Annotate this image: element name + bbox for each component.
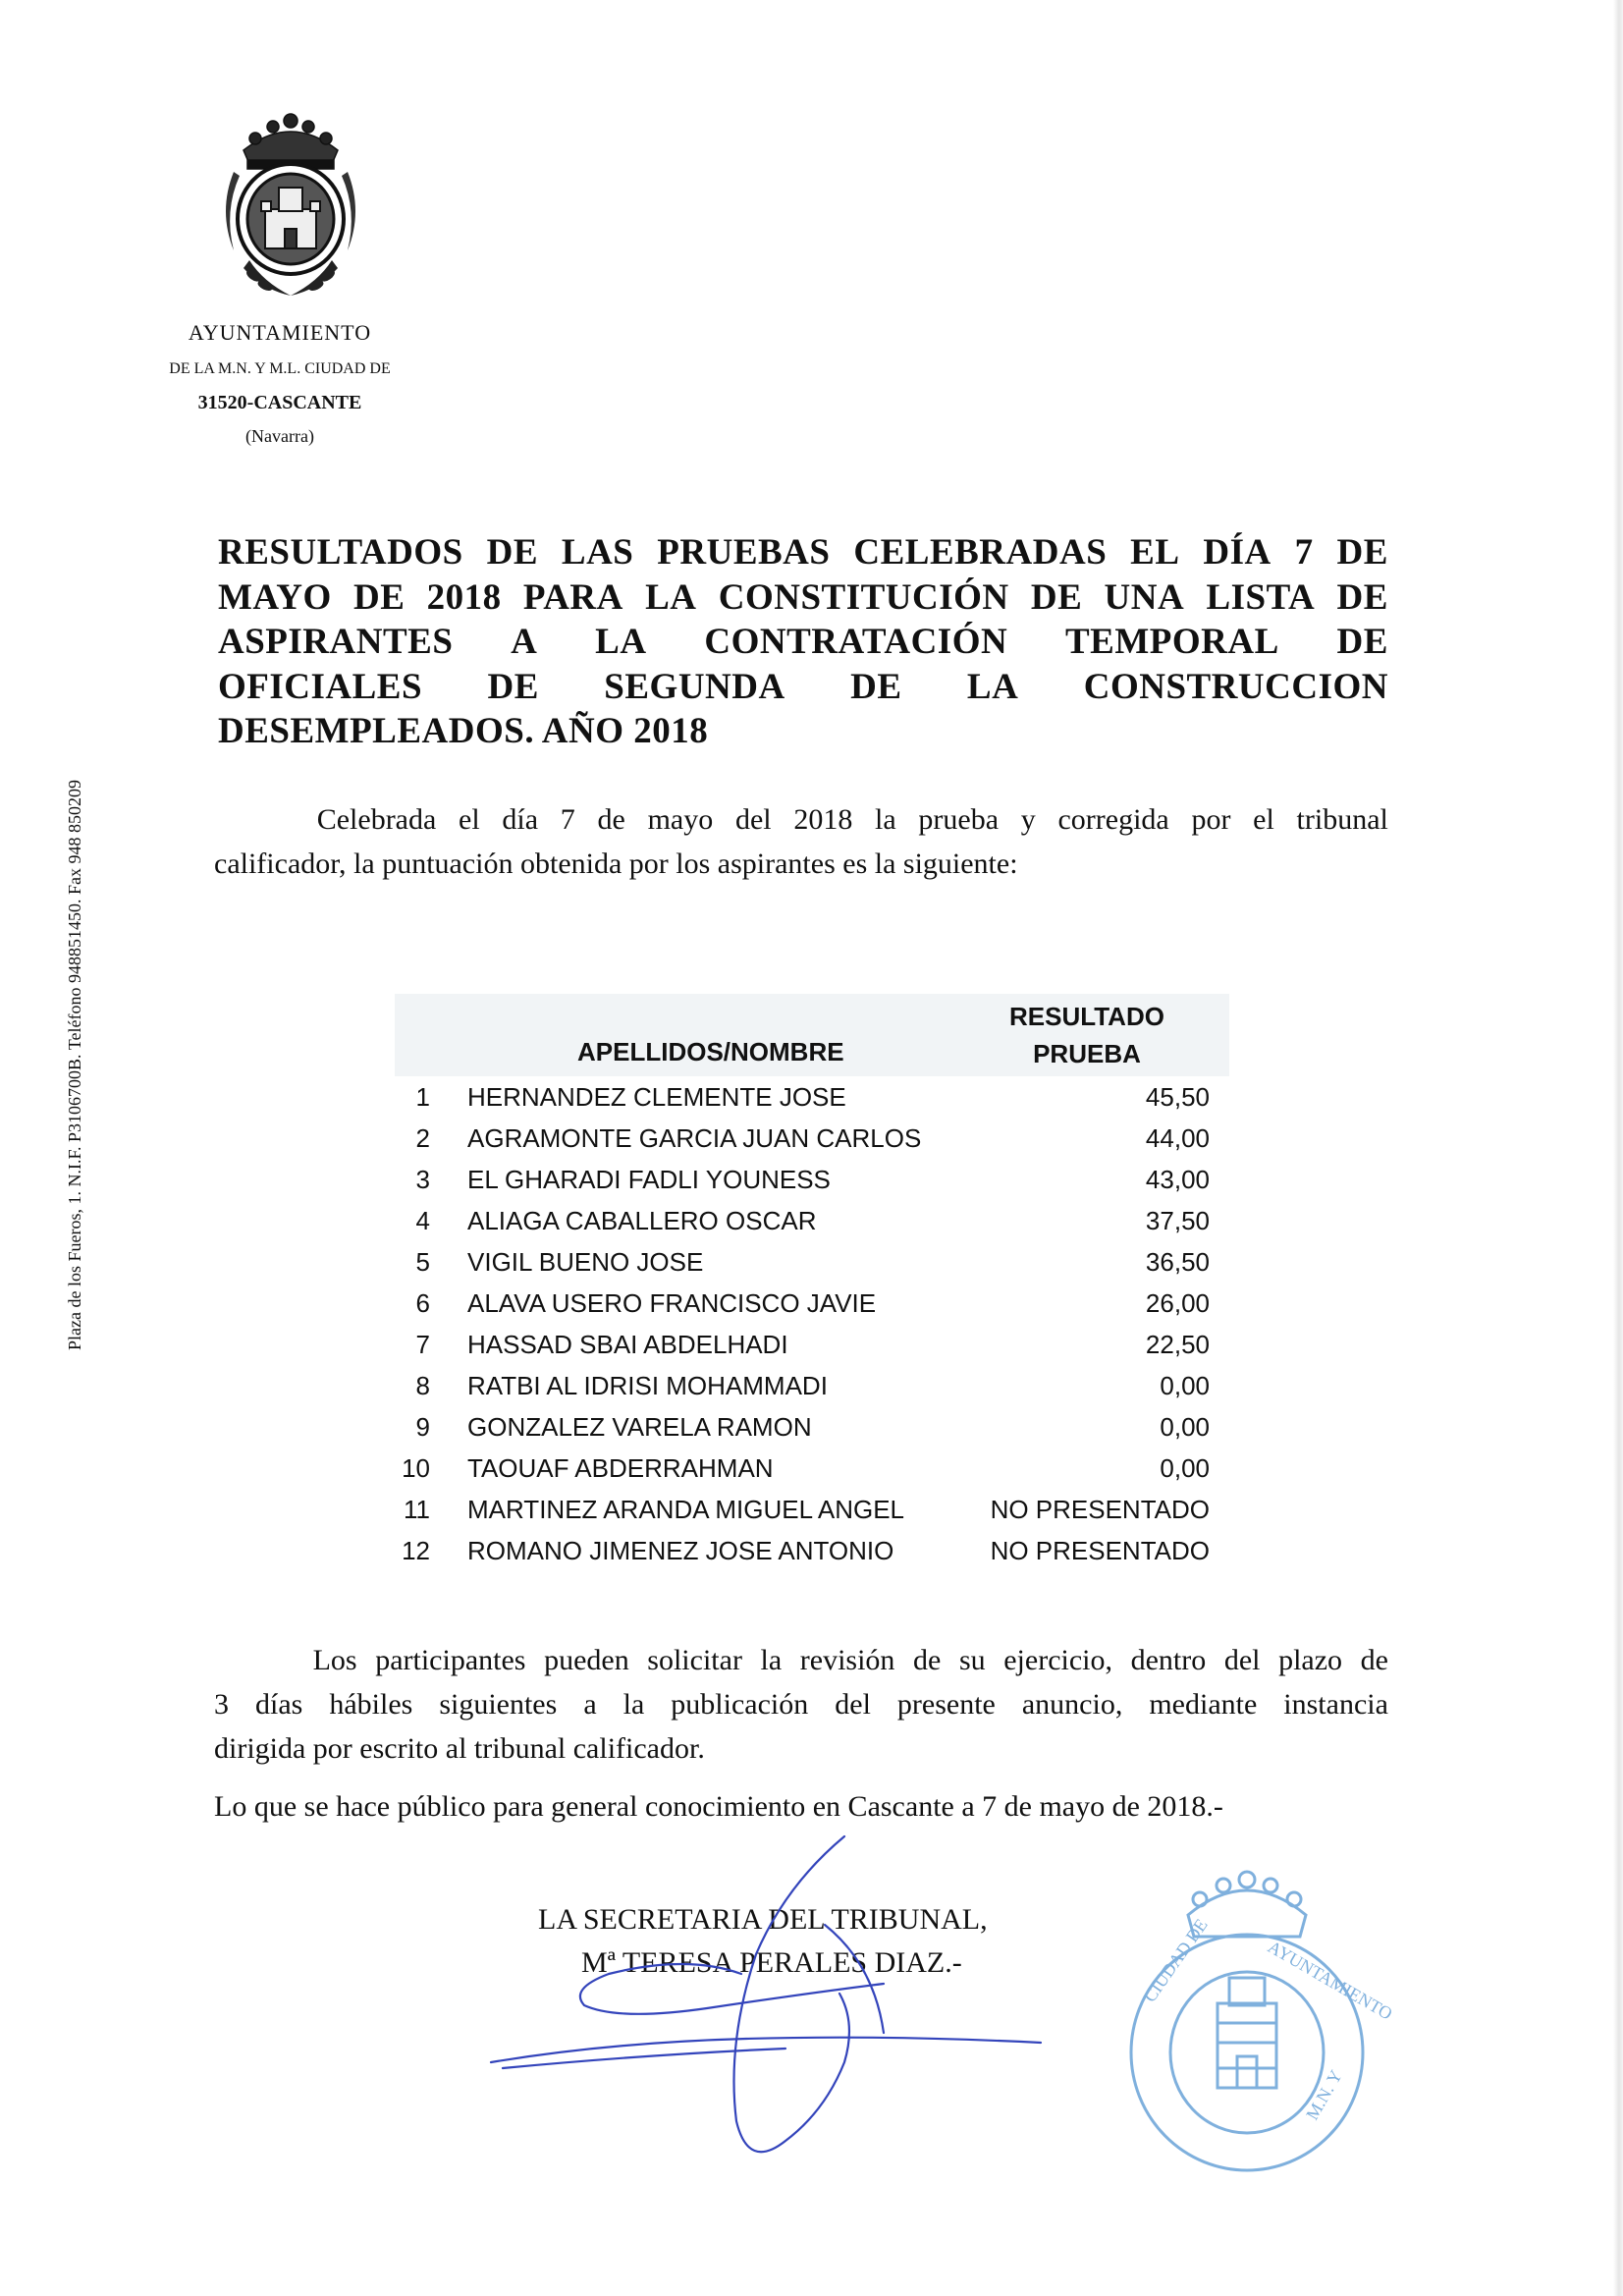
title-word: LISTA: [1206, 576, 1316, 618]
row-number: 3: [415, 1165, 430, 1194]
document-title: [218, 530, 1388, 754]
row-number: 12: [402, 1536, 430, 1565]
review-word: del: [835, 1688, 871, 1721]
title-line-3: [218, 620, 1388, 665]
title-line-4: [218, 665, 1388, 710]
row-score: 43,00: [1145, 1165, 1210, 1194]
review-word: a: [583, 1688, 597, 1721]
intro-word: y: [1020, 803, 1036, 836]
review-word: dentro: [1130, 1644, 1207, 1676]
row-name: ALAVA USERO FRANCISCO JAVIE: [467, 1288, 877, 1318]
table-header: [395, 994, 1229, 1076]
title-word: 2018: [426, 576, 502, 618]
title-word: SEGUNDA: [604, 666, 785, 707]
row-number: 8: [415, 1371, 430, 1400]
row-score: 0,00: [1160, 1412, 1210, 1442]
title-word: CONSTITUCIÓN: [718, 576, 1009, 618]
row-number: 2: [415, 1123, 430, 1153]
intro-word: Celebrada: [316, 803, 437, 836]
table-row: [395, 1448, 1229, 1489]
paragraph-indent: [214, 1638, 295, 1682]
title-word: MAYO: [218, 576, 332, 618]
row-name: EL GHARADI FADLI YOUNESS: [467, 1165, 831, 1194]
table-row: [395, 1365, 1229, 1406]
title-line-2: [218, 575, 1388, 621]
intro-word: 7: [560, 803, 575, 836]
row-name: MARTINEZ ARANDA MIGUEL ANGEL: [467, 1495, 904, 1524]
intro-word: el: [1253, 803, 1274, 836]
review-word: ejercicio,: [1003, 1644, 1112, 1676]
title-word: DE: [850, 666, 902, 707]
review-word: del: [1223, 1644, 1261, 1676]
official-stamp-icon: [1119, 1846, 1396, 2180]
review-word: solicitar: [647, 1644, 742, 1676]
table-body: [395, 1076, 1229, 1571]
title-word: CONSTRUCCION: [1083, 666, 1388, 707]
intro-word: día: [502, 803, 539, 836]
review-word: plazo: [1278, 1644, 1343, 1676]
title-line-5: DESEMPLEADOS. AÑO 2018: [218, 711, 709, 751]
table-row: [395, 1324, 1229, 1365]
public-notice: Lo que se hace público para general conocimiento en Cascante a 7 de mayo de 2018.-: [214, 1790, 1223, 1823]
review-word: revisión: [799, 1644, 895, 1676]
row-name: ROMANO JIMENEZ JOSE ANTONIO: [467, 1536, 894, 1565]
header-result-line-1: RESULTADO: [1009, 1002, 1164, 1031]
review-word: pueden: [544, 1644, 629, 1676]
row-number: 9: [415, 1412, 430, 1442]
review-line-2: [214, 1682, 1388, 1726]
intro-word: tribunal: [1296, 803, 1388, 836]
review-line-3: dirigida por escrito al tribunal calificador.: [214, 1732, 705, 1765]
header-name: APELLIDOS/NOMBRE: [577, 1037, 844, 1066]
header-result: [989, 998, 1185, 1072]
row-name: AGRAMONTE GARCIA JUAN CARLOS: [467, 1123, 922, 1153]
review-word: instancia: [1283, 1688, 1388, 1721]
review-word: la: [622, 1688, 645, 1721]
letterhead-line-4: (Navarra): [245, 426, 314, 446]
row-score: 36,50: [1145, 1247, 1210, 1277]
row-name: RATBI AL IDRISI MOHAMMADI: [467, 1371, 828, 1400]
review-word: mediante: [1149, 1688, 1258, 1721]
row-number: 4: [415, 1206, 430, 1235]
intro-word: por: [1191, 803, 1231, 836]
row-score: 37,50: [1145, 1206, 1210, 1235]
intro-word: corregida: [1057, 803, 1169, 836]
title-word: RESULTADOS: [218, 532, 463, 573]
row-name: TAOUAF ABDERRAHMAN: [467, 1453, 774, 1483]
row-score: 0,00: [1160, 1453, 1210, 1483]
title-word: DE: [1336, 576, 1388, 618]
review-word: la: [760, 1644, 783, 1676]
table-row: [395, 1283, 1229, 1324]
table-row: [395, 1200, 1229, 1241]
review-word: de: [913, 1644, 942, 1676]
title-word: LAS: [561, 532, 634, 573]
table-row: [395, 1118, 1229, 1159]
title-word: DE: [1336, 532, 1388, 573]
intro-word: la: [875, 803, 896, 836]
review-word: siguientes: [439, 1688, 558, 1721]
title-word: LA: [595, 622, 647, 662]
header-result-line-2: PRUEBA: [1033, 1039, 1141, 1068]
title-word: DE: [352, 576, 406, 618]
intro-paragraph: [214, 797, 1388, 886]
row-score: NO PRESENTADO: [990, 1536, 1210, 1565]
review-word: de: [1360, 1644, 1388, 1676]
signature-line-1: LA SECRETARIA DEL TRIBUNAL,: [538, 1903, 988, 1936]
title-word: ASPIRANTES: [218, 622, 454, 662]
paragraph-indent: [214, 797, 295, 842]
row-name: HERNANDEZ CLEMENTE JOSE: [467, 1082, 846, 1112]
svg-text:AYUNTAMIENTO: AYUNTAMIENTO: [1265, 1937, 1396, 2024]
review-word: anuncio,: [1021, 1688, 1123, 1721]
row-score: 45,50: [1145, 1082, 1210, 1112]
row-number: 11: [404, 1495, 430, 1524]
title-word: CELEBRADAS: [853, 532, 1108, 573]
intro-word: prueba: [918, 803, 1000, 836]
title-word: OFICIALES: [218, 666, 423, 707]
review-word: Los: [312, 1644, 357, 1676]
side-address-text: Plaza de los Fueros, 1. N.I.F. P3106700B. Teléfono 948851450. Fax 948 850209: [65, 780, 84, 1350]
svg-text:M.N. Y: M.N. Y: [1302, 2066, 1346, 2123]
intro-word: de: [597, 803, 625, 836]
review-paragraph: [214, 1638, 1388, 1771]
title-word: 7: [1294, 532, 1314, 573]
row-name: ALIAGA CABALLERO OSCAR: [467, 1206, 817, 1235]
handwritten-signature: [491, 1827, 1080, 2180]
title-word: DE: [1030, 576, 1083, 618]
title-word: DE: [487, 666, 539, 707]
title-word: DE: [486, 532, 539, 573]
title-word: A: [511, 622, 538, 662]
row-score: 22,50: [1145, 1330, 1210, 1359]
title-word: LA: [966, 666, 1019, 707]
review-word: publicación: [671, 1688, 809, 1721]
title-word: PARA: [522, 576, 623, 618]
review-word: presente: [896, 1688, 996, 1721]
row-number: 6: [415, 1288, 430, 1318]
title-word: CONTRATACIÓN: [704, 622, 1008, 662]
row-number: 1: [415, 1082, 430, 1112]
table-row: [395, 1241, 1229, 1283]
row-name: GONZALEZ VARELA RAMON: [467, 1412, 812, 1442]
review-word: su: [958, 1644, 986, 1676]
letterhead-line-2: DE LA M.N. Y M.L. CIUDAD DE: [169, 360, 391, 377]
review-word: 3: [214, 1688, 229, 1721]
intro-line-1: [214, 797, 1388, 842]
title-word: DÍA: [1203, 532, 1271, 573]
row-number: 7: [415, 1330, 430, 1359]
svg-text:CIUDAD DE: CIUDAD DE: [1139, 1915, 1212, 2006]
page-edge-shadow: [1613, 0, 1623, 2296]
title-word: PRUEBAS: [657, 532, 831, 573]
signature-line-2: Mª TERESA PERALES DIAZ.-: [581, 1946, 962, 1979]
table-row: [395, 1159, 1229, 1200]
table-row: [395, 1530, 1229, 1571]
review-word: participantes: [375, 1644, 526, 1676]
table-row: [395, 1406, 1229, 1448]
row-name: HASSAD SBAI ABDELHADI: [467, 1330, 788, 1359]
intro-word: del: [734, 803, 772, 836]
row-score: 44,00: [1145, 1123, 1210, 1153]
intro-word: mayo: [647, 803, 714, 836]
row-number: 10: [402, 1453, 430, 1483]
title-word: DE: [1336, 622, 1388, 662]
coat-of-arms-icon: [204, 103, 377, 309]
table-row: [395, 1076, 1229, 1118]
title-line-1: [218, 530, 1388, 575]
title-word: TEMPORAL: [1064, 622, 1279, 662]
row-score: 26,00: [1145, 1288, 1210, 1318]
intro-line-2: calificador, la puntuación obtenida por los aspirantes es la siguiente:: [214, 847, 1018, 880]
letterhead-line-3: 31520-CASCANTE: [197, 392, 362, 413]
results-table: [395, 994, 1229, 1571]
row-score: 0,00: [1160, 1371, 1210, 1400]
review-word: hábiles: [329, 1688, 413, 1721]
row-score: NO PRESENTADO: [990, 1495, 1210, 1524]
intro-word: 2018: [793, 803, 853, 836]
row-name: VIGIL BUENO JOSE: [467, 1247, 704, 1277]
title-word: LA: [645, 576, 697, 618]
title-word: UNA: [1104, 576, 1185, 618]
table-row: [395, 1489, 1229, 1530]
intro-word: el: [459, 803, 480, 836]
title-word: EL: [1130, 532, 1180, 573]
row-number: 5: [415, 1247, 430, 1277]
letterhead-line-1: AYUNTAMIENTO: [188, 320, 372, 345]
review-word: días: [255, 1688, 303, 1721]
review-line-1: [214, 1638, 1388, 1682]
